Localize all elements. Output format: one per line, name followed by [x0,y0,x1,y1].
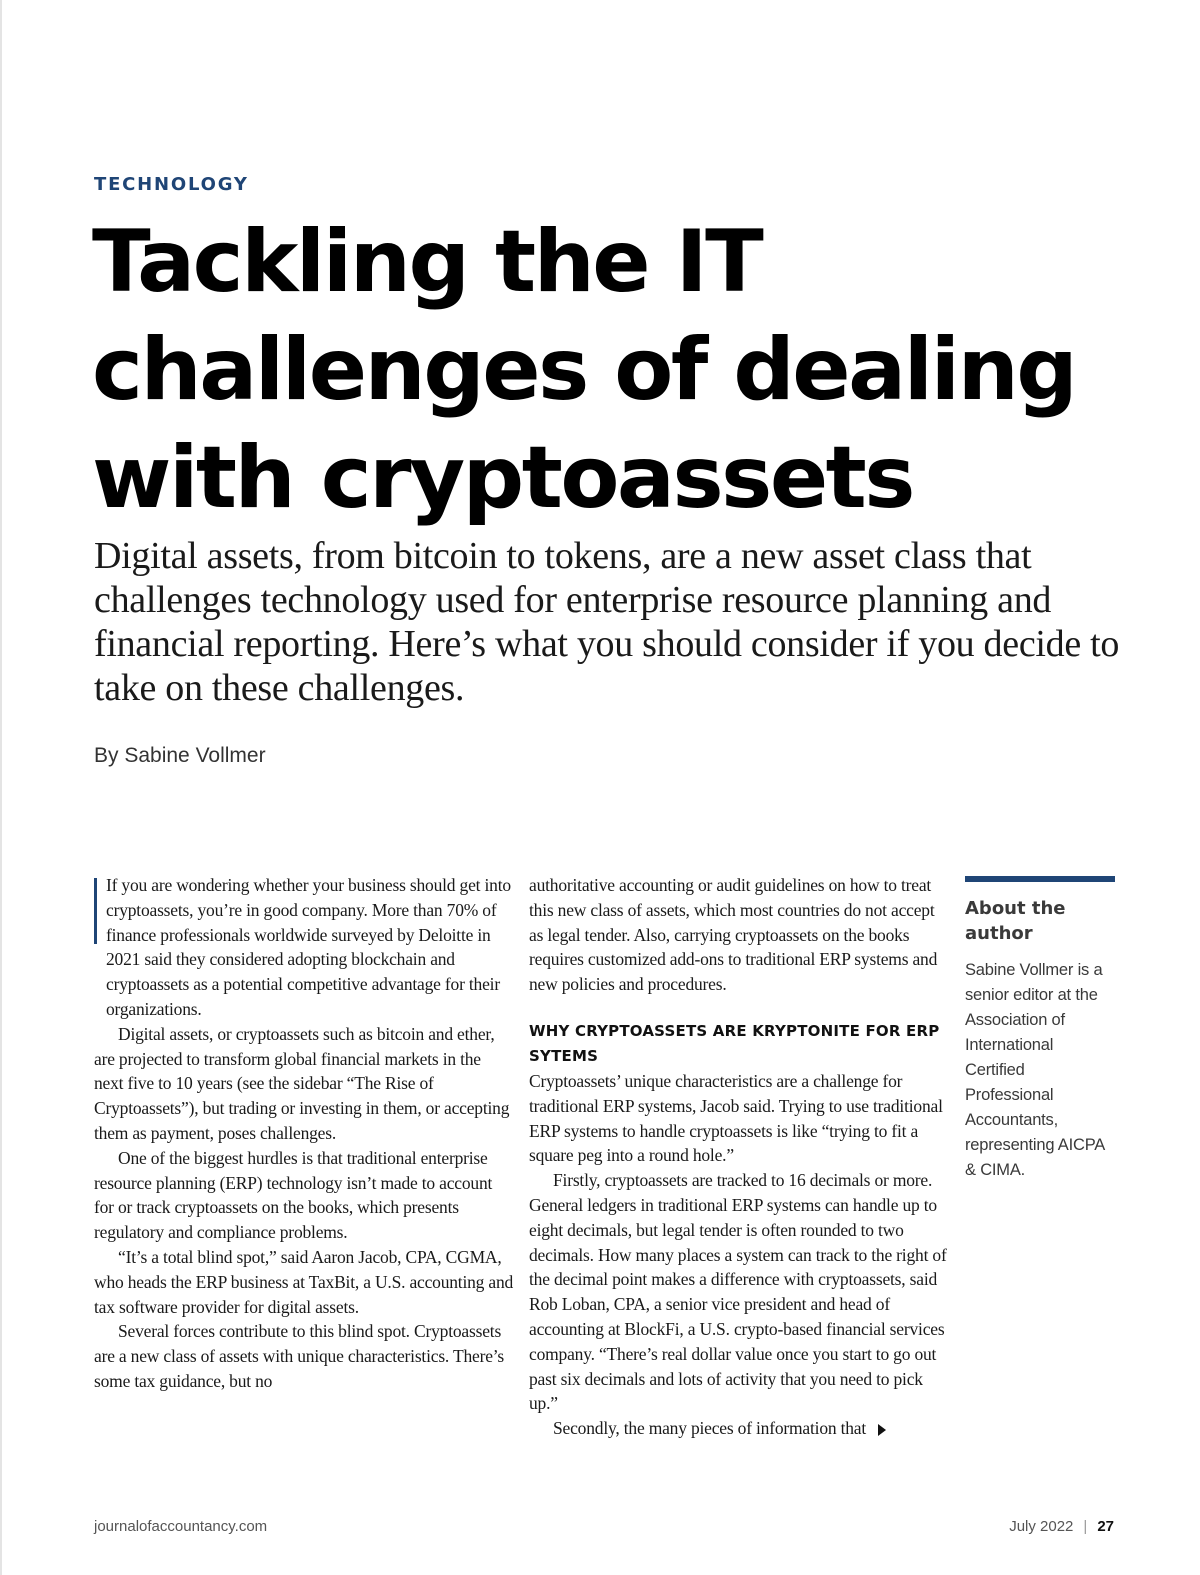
paragraph: Firstly, cryptoassets are tracked to 16 decimals or more. General ledgers in traditional ERP systems can handle up to eight decimals, but legal tender is often rounded to two decimals. How many places a system can track to the right of the decimal point makes a difference with cryptoassets, said Rob Loban, CPA, a senior vice president and head of accounting at BlockFi, a U.S. crypto-based financial services company. “There’s real dollar value once you start to go out past six decimals and lots of activity that you need to pick up.” [529,1170,947,1414]
paragraph: One of the biggest hurdles is that traditional enterprise resource planning (ERP) technology isn’t made to account for or track cryptoassets on the books, which presents regulatory and compliance problems. [94,1147,493,1243]
paragraph: authoritative accounting or audit guidelines on how to treat this new class of assets, which most countries do not accept as legal tender. Also, carrying cryptoassets on the books requires customized add-ons to traditional ERP systems and new policies and procedures. [529,875,938,995]
paragraph: Cryptoassets’ unique characteristics are a challenge for traditional ERP systems, Jacob said. Trying to use traditional ERP systems to handle cryptoassets is like “trying to fit a square peg into a round hole.” [529,1070,943,1166]
section-subhead: WHY CRYPTOASSETS ARE KRYPTONITE FOR ERP SYTEMS [529,1021,940,1065]
footer-website: journalofaccountancy.com [94,1518,268,1535]
footer-separator: | [1083,1518,1088,1535]
footer-issue: July 2022 [1009,1518,1074,1535]
page-number: 27 [1097,1518,1114,1535]
headline: Tackling the IT challenges of dealing with cryptoassets [92,212,1076,528]
section-label: TECHNOLOGY [94,174,249,195]
footer-issue-info [1009,1518,1114,1535]
sidebar-rule [965,876,1115,882]
paragraph: Several forces contribute to this blind spot. Cryptoassets are a new class of assets with unique characteristics. There’s some tax guidance, but no [94,1321,505,1391]
article-column-1 [94,873,514,1394]
paragraph-intro-text: If you are wondering whether your business should get into cryptoassets, you’re in good company. More than 70% of finance professionals worldwide surveyed by Deloitte in 2021 said they considered adopting blockchain and cryptoassets as a potential competitive advantage for their organizations. [106,875,511,1019]
byline: By Sabine Vollmer [94,744,266,767]
sidebar-body: Sabine Vollmer is a senior editor at the Association of International Certified Professional Accountants, representing AICPA & CIMA. [965,961,1105,1179]
paragraph: Digital assets, or cryptoassets such as bitcoin and ether, are projected to transform global financial markets in the next five to 10 years (see the sidebar “The Rise of Cryptoassets”), but trading or investing in them, or accepting them as payment, poses challenges. [94,1023,510,1143]
about-author-sidebar [965,876,1115,1183]
continued-arrow-icon [878,1424,886,1436]
deck: Digital assets, from bitcoin to tokens, are a new asset class that challenges technology used for enterprise resource planning and financial reporting. Here’s what you should consider if you decide to take on these challenges. [94,535,1120,709]
article-column-2 [529,873,949,1441]
drop-cap-bar [94,878,97,944]
paragraph-intro [94,873,514,1022]
page-edge [0,0,2,1575]
paragraph: “It’s a total blind spot,” said Aaron Jacob, CPA, CGMA, who heads the ERP business at TaxBit, a U.S. accounting and tax software provider for digital assets. [94,1246,514,1317]
paragraph-continued [529,1416,949,1441]
sidebar-title: About the author [965,898,1066,944]
paragraph-text: Secondly, the many pieces of information that [553,1418,867,1439]
